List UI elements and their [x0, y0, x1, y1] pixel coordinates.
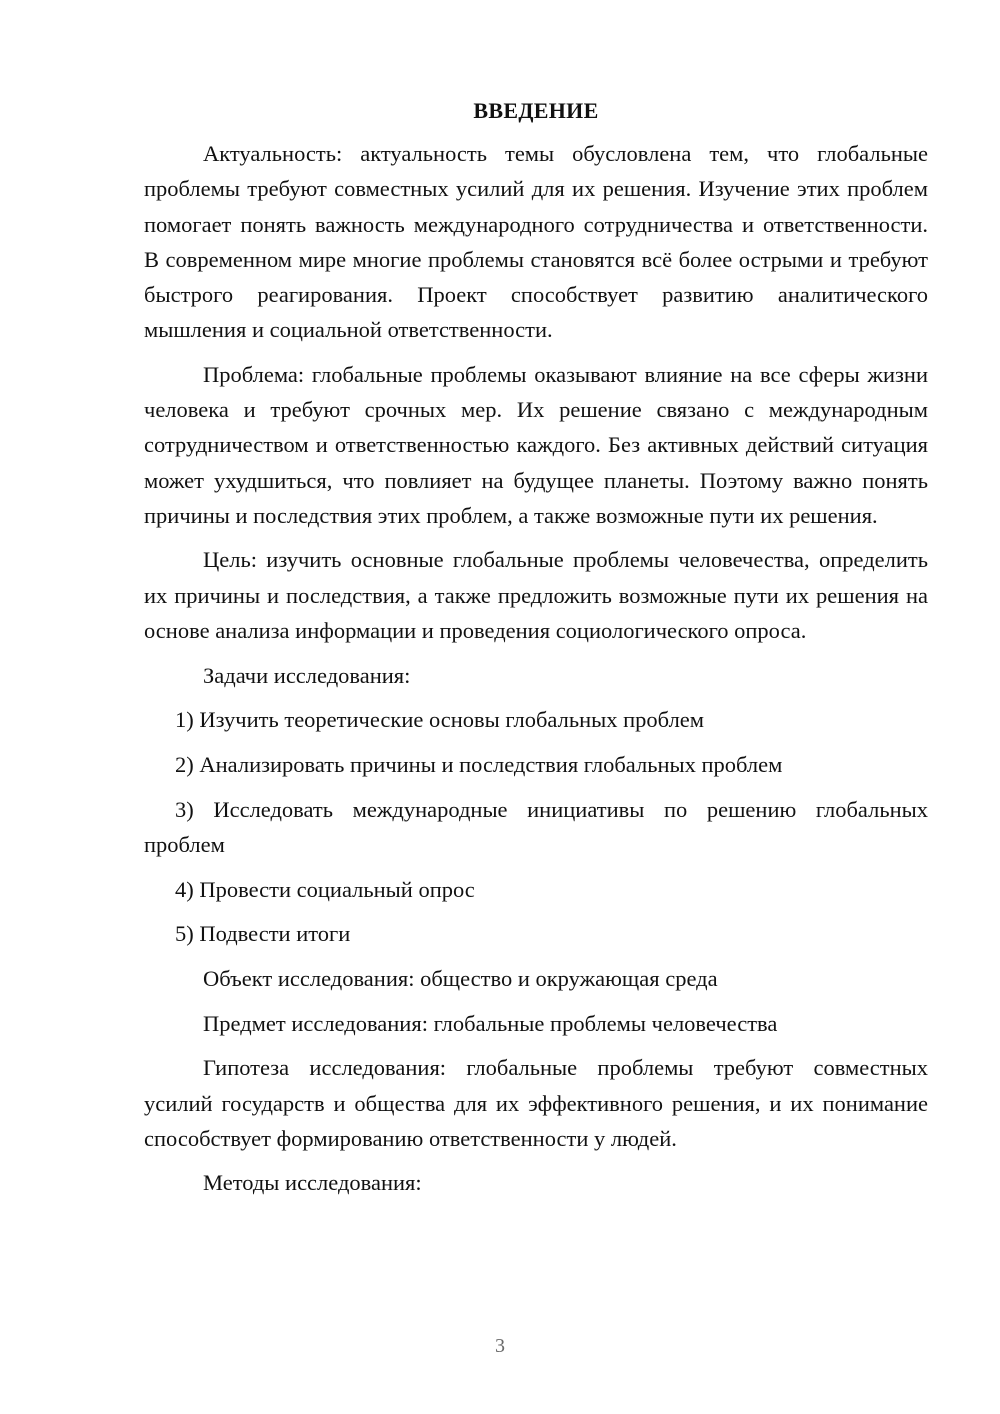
methods-heading: Методы исследования:	[203, 1170, 422, 1196]
task-item-2: 2) Анализировать причины и последствия глобальных проблем	[175, 751, 783, 777]
task-item-1: 1) Изучить теоретические основы глобальных проблем	[175, 707, 705, 733]
paragraph-subject: Предмет исследования: глобальные проблемы человечества	[203, 1010, 778, 1036]
page-content	[144, 93, 928, 1210]
paragraph-goal: Цель: изучить основные глобальные проблемы человечества, определить их причины и последствия, а также предложить возможные пути их решения на основе анализа информации и проведения социологического опроса.	[144, 547, 928, 643]
section-heading: ВВЕДЕНИЕ	[473, 98, 599, 123]
tasks-heading: Задачи исследования:	[203, 662, 411, 688]
page-number: 3	[495, 1335, 505, 1357]
task-item-5: 5) Подвести итоги	[175, 921, 351, 947]
task-item-4: 4) Провести социальный опрос	[175, 876, 475, 902]
paragraph-relevance: Актуальность: актуальность темы обусловлена тем, что глобальные проблемы требуют совместных усилий для их решения. Изучение этих проблем помогает понять важность международного сотрудничества и ответственности. В современном мире многие проблемы становятся всё более острыми и требуют быстрого реагирования. Проект способствует развитию аналитического мышления и социальной ответственности.	[144, 141, 928, 343]
paragraph-hypothesis: Гипотеза исследования: глобальные проблемы требуют совместных усилий государств и общества для их эффективного решения, и их понимание способствует формированию ответственности у людей.	[144, 1055, 928, 1151]
task-item-3: 3) Исследовать международные инициативы по решению глобальных проблем	[144, 796, 928, 857]
paragraph-object: Объект исследования: общество и окружающая среда	[203, 965, 718, 991]
paragraph-problem: Проблема: глобальные проблемы оказывают влияние на все сферы жизни человека и требуют срочных мер. Их решение связано с международным сотрудничеством и ответственностью каждого. Без активных действий ситуация может ухудшиться, что повлияет на будущее планеты. Поэтому важно понять причины и последствия этих проблем, а также возможные пути их решения.	[144, 361, 928, 528]
